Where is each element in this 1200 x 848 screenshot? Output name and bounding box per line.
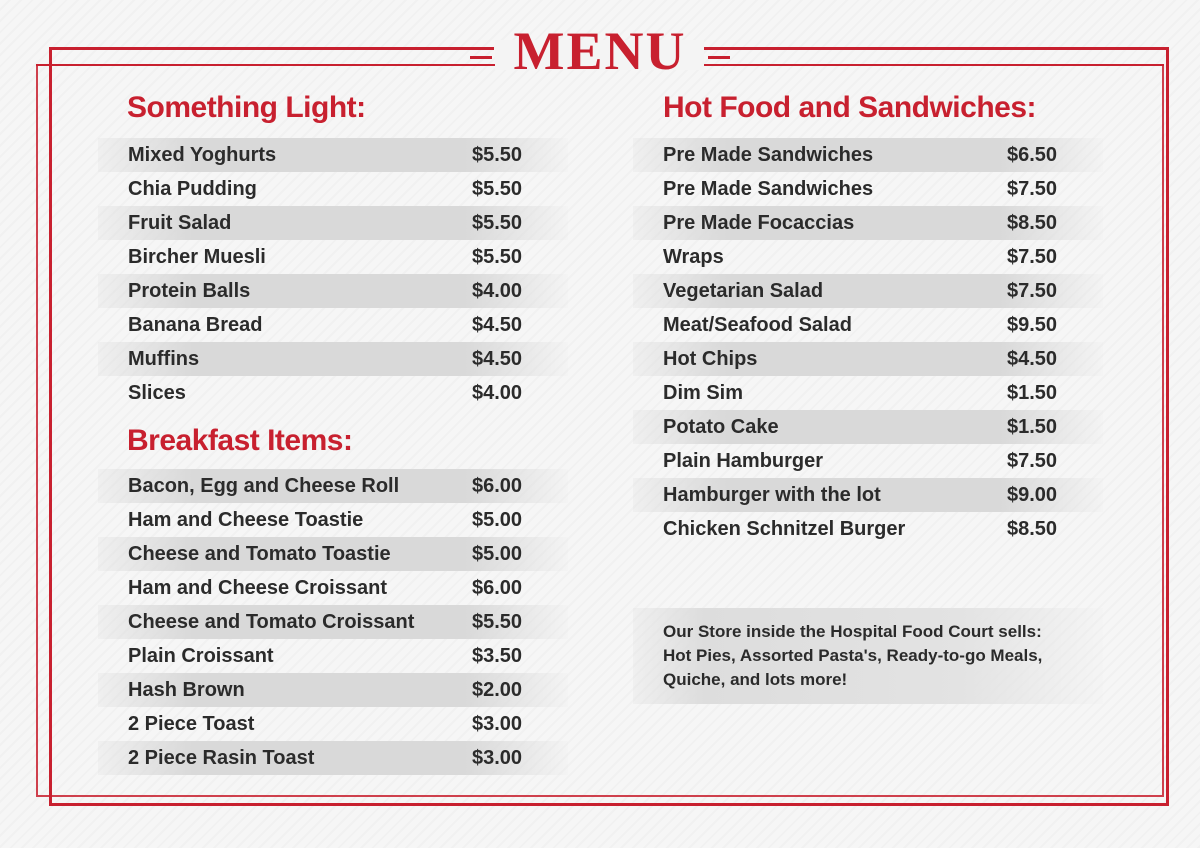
menu-item-row [633, 512, 1103, 546]
menu-item-name: Cheese and Tomato Toastie [128, 542, 391, 565]
menu-item-price: $8.50 [1007, 211, 1058, 234]
menu-item-row [98, 741, 568, 775]
menu-item-row [633, 376, 1103, 410]
menu-item-name: Protein Balls [128, 279, 251, 302]
menu-item-row [98, 469, 568, 503]
frame-top-line [704, 64, 1164, 66]
menu-item-row [98, 503, 568, 537]
menu-item-price: $7.50 [1007, 177, 1058, 200]
menu-item-name: Pre Made Focaccias [663, 211, 855, 234]
menu-item-price: $7.50 [1007, 449, 1058, 472]
menu-item-price: $5.50 [472, 610, 523, 633]
menu-item-row [98, 274, 568, 308]
menu-item-name: Hamburger with the lot [663, 483, 881, 506]
section-title-something-light: Something Light: [127, 91, 366, 124]
menu-item-name: Hot Chips [663, 347, 758, 370]
frame-top-line [704, 47, 1169, 50]
menu-item-name: 2 Piece Toast [128, 712, 255, 735]
menu-item-name: Fruit Salad [128, 211, 232, 234]
menu-item-price: $8.50 [1007, 517, 1058, 540]
menu-item-row [633, 342, 1103, 376]
menu-item-price: $5.50 [472, 177, 523, 200]
menu-item-price: $4.00 [472, 279, 523, 302]
menu-item-row [633, 444, 1103, 478]
menu-item-row [633, 206, 1103, 240]
menu-item-name: Meat/Seafood Salad [663, 313, 852, 336]
menu-item-price: $5.50 [472, 143, 523, 166]
store-note-line: Our Store inside the Hospital Food Court sells: [663, 622, 1042, 641]
menu-title: MENU [513, 21, 687, 81]
menu-item-price: $9.50 [1007, 313, 1058, 336]
section-title-hot-food: Hot Food and Sandwiches: [663, 91, 1037, 124]
menu-item-row [98, 240, 568, 274]
menu-item-row [98, 537, 568, 571]
menu-item-row [98, 639, 568, 673]
menu-item-price: $3.50 [472, 644, 523, 667]
menu-item-row [98, 138, 568, 172]
menu-item-name: Muffins [128, 347, 200, 370]
menu-item-name: Bacon, Egg and Cheese Roll [128, 474, 400, 497]
menu-item-name: Ham and Cheese Croissant [128, 576, 387, 599]
menu-item-price: $4.50 [1007, 347, 1058, 370]
title-dash [470, 56, 492, 59]
menu-item-name: Ham and Cheese Toastie [128, 508, 364, 531]
menu-item-price: $7.50 [1007, 279, 1058, 302]
menu-item-row [98, 172, 568, 206]
menu-item-row [633, 240, 1103, 274]
menu-item-row [633, 308, 1103, 342]
menu-item-row [98, 342, 568, 376]
section-title-breakfast: Breakfast Items: [127, 424, 353, 457]
menu-item-price: $5.00 [472, 542, 523, 565]
store-note-line: Quiche, and lots more! [663, 670, 848, 689]
title-dash [708, 56, 730, 59]
menu-item-row [98, 206, 568, 240]
menu-item-price: $6.00 [472, 576, 523, 599]
menu-item-row [98, 308, 568, 342]
menu-item-price: $5.50 [472, 245, 523, 268]
menu-item-row [98, 605, 568, 639]
menu-item-price: $5.50 [472, 211, 523, 234]
menu-item-price: $6.00 [472, 474, 523, 497]
menu-item-name: Banana Bread [128, 313, 263, 336]
menu-item-price: $1.50 [1007, 415, 1058, 438]
store-note-line: Hot Pies, Assorted Pasta's, Ready-to-go Meals, [663, 646, 1043, 665]
menu-item-name: Dim Sim [663, 381, 744, 404]
menu-item-row [98, 376, 568, 410]
menu-item-price: $4.50 [472, 313, 523, 336]
menu-item-price: $3.00 [472, 712, 523, 735]
menu-item-name: Vegetarian Salad [663, 279, 824, 302]
menu-item-name: Slices [128, 381, 186, 404]
menu-item-price: $3.00 [472, 746, 523, 769]
menu-item-price: $4.00 [472, 381, 523, 404]
menu-item-name: Wraps [663, 245, 724, 268]
menu-item-price: $7.50 [1007, 245, 1058, 268]
menu-item-row [98, 571, 568, 605]
menu-item-name: Mixed Yoghurts [128, 143, 277, 166]
menu-item-name: Plain Hamburger [663, 449, 824, 472]
menu-item-price: $5.00 [472, 508, 523, 531]
frame-top-line [49, 47, 494, 50]
menu-item-name: Pre Made Sandwiches [663, 143, 874, 166]
menu-item-name: Bircher Muesli [128, 245, 266, 268]
menu-item-name: Hash Brown [128, 678, 245, 701]
hot-food-list [633, 138, 1103, 546]
menu-item-row [98, 673, 568, 707]
menu-item-name: Chicken Schnitzel Burger [663, 517, 906, 540]
menu-item-row [633, 410, 1103, 444]
breakfast-list [98, 469, 568, 775]
menu-item-name: Cheese and Tomato Croissant [128, 610, 415, 633]
menu-item-row [633, 172, 1103, 206]
menu-item-name: Chia Pudding [128, 177, 257, 200]
menu-item-name: Pre Made Sandwiches [663, 177, 874, 200]
store-note [633, 608, 1103, 704]
menu-item-name: 2 Piece Rasin Toast [128, 746, 315, 769]
menu-item-price: $9.00 [1007, 483, 1058, 506]
menu-item-name: Potato Cake [663, 415, 779, 438]
menu-item-row [98, 707, 568, 741]
menu-item-price: $1.50 [1007, 381, 1058, 404]
menu-item-price: $2.00 [472, 678, 523, 701]
menu-item-row [633, 274, 1103, 308]
menu-item-name: Plain Croissant [128, 644, 274, 667]
menu-item-row [633, 478, 1103, 512]
something-light-list [98, 138, 568, 410]
frame-top-line [36, 64, 495, 66]
menu-item-price: $4.50 [472, 347, 523, 370]
menu-item-row [633, 138, 1103, 172]
menu-item-price: $6.50 [1007, 143, 1058, 166]
